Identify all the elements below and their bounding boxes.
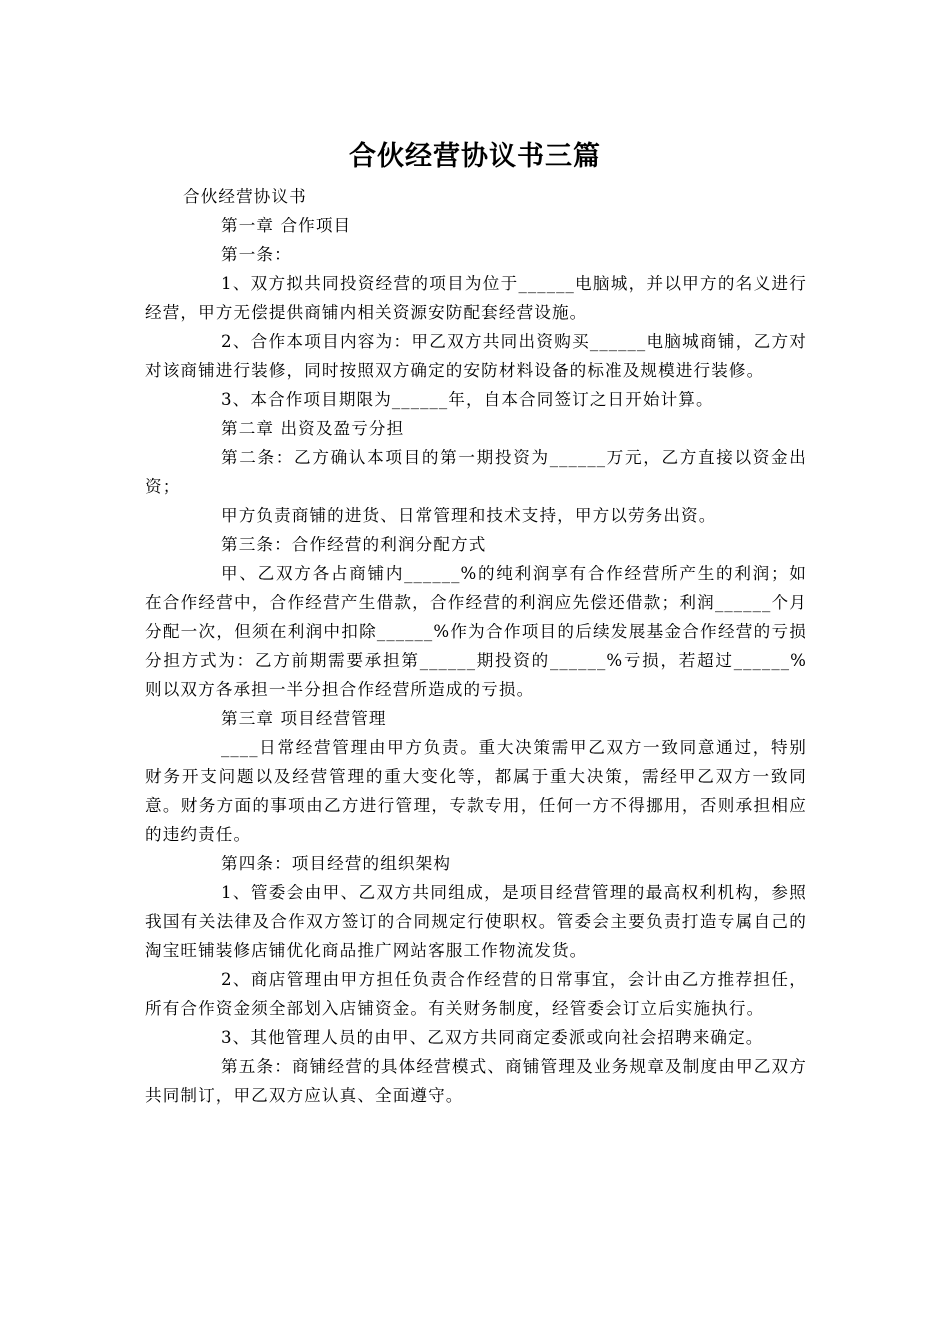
paragraph: 第二条：乙方确认本项目的第一期投资为______万元，乙方直接以资金出资； [145, 448, 807, 496]
paragraph: 1、管委会由甲、乙双方共同组成，是项目经营管理的最高权利机构，参照我国有关法律及合作双方签订的合同规定行使职权。管委会主要负责打造专属自己的淘宝旺铺装修店铺优化商品推广网站客服工作物流发货。 [145, 883, 807, 960]
chapter-heading: 第二章 出资及盈亏分担 [221, 419, 405, 438]
article-heading: 第三条：合作经营的利润分配方式 [221, 535, 487, 554]
paragraph: 合伙经营协议书 [183, 187, 307, 206]
paragraph: 第五条：商铺经营的具体经营模式、商铺管理及业务规章及制度由甲乙双方共同制订，甲乙双方应认真、全面遵守。 [145, 1057, 807, 1105]
paragraph: 3、本合作项目期限为______年，自本合同签订之日开始计算。 [221, 390, 714, 409]
article-heading: 第四条：项目经营的组织架构 [221, 854, 452, 873]
chapter-heading: 第一章 合作项目 [221, 216, 352, 235]
article-heading: 第一条： [221, 245, 292, 264]
document-body [145, 182, 807, 1110]
paragraph: 3、其他管理人员的由甲、乙双方共同商定委派或向社会招聘来确定。 [221, 1028, 764, 1047]
paragraph: 2、合作本项目内容为：甲乙双方共同出资购买______电脑城商铺，乙方对对该商铺进行装修，同时按照双方确定的安防材料设备的标准及规模进行装修。 [145, 332, 807, 380]
paragraph: 甲方负责商铺的进货、日常管理和技术支持，甲方以劳务出资。 [221, 506, 717, 525]
document-title: 合伙经营协议书三篇 [349, 141, 601, 172]
paragraph: 甲、乙双方各占商铺内______%的纯利润享有合作经营所产生的利润；如在合作经营中，合作经营产生借款，合作经营的利润应先偿还借款；利润______个月分配一次，但须在利润中扣除______%作为合作项目的后续发展基金合作经营的亏损分担方式为：乙方前期需要承担第______期投资的______%亏损，若超过______%则以双方各承担一半分担合作经营所造成的亏损。 [145, 564, 807, 699]
paragraph: ____日常经营管理由甲方负责。重大决策需甲乙双方一致同意通过，特别财务开支问题以及经营管理的重大变化等，都属于重大决策，需经甲乙双方一致同意。财务方面的事项由乙方进行管理，专款专用，任何一方不得挪用，否则承担相应的违约责任。 [145, 738, 807, 844]
paragraph: 2、商店管理由甲方担任负责合作经营的日常事宜，会计由乙方推荐担任，所有合作资金须全部划入店铺资金。有关财务制度，经管委会订立后实施执行。 [145, 970, 807, 1018]
paragraph: 1、双方拟共同投资经营的项目为位于______电脑城，并以甲方的名义进行经营，甲方无偿提供商铺内相关资源安防配套经营设施。 [145, 274, 807, 322]
chapter-heading: 第三章 项目经营管理 [221, 709, 387, 728]
